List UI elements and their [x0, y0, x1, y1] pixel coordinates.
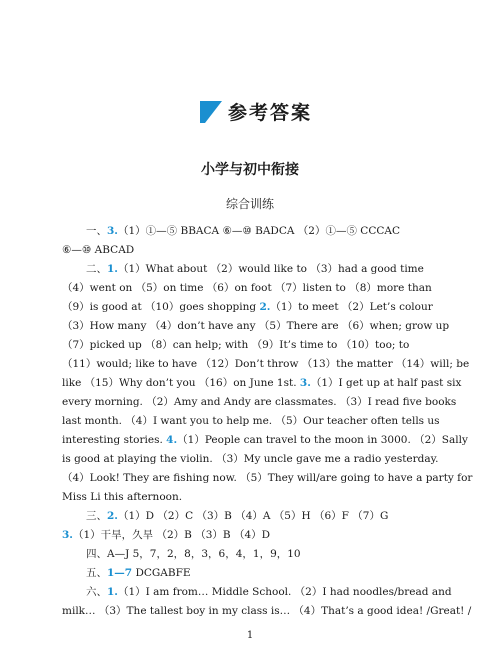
page-title: 参考答案 [228, 102, 313, 124]
answer-line [62, 222, 440, 241]
answer-text: is good at playing the violin. （3）My uncle gave me a radio yesterday. [62, 453, 439, 465]
answer-line [62, 526, 440, 545]
answer-text: （7）picked up （8）can help; with （9）It’s time to （10）too; to [62, 339, 410, 351]
answer-text: （1）I get up at half past six [310, 377, 462, 389]
answer-line [62, 393, 457, 412]
answer-text: 一、 [86, 225, 107, 237]
question-number: 3. [107, 225, 118, 237]
answer-line [62, 507, 440, 526]
question-number: 2. [259, 301, 271, 313]
answer-line [62, 602, 472, 621]
answer-text: interesting stories. [62, 434, 167, 446]
answer-line [62, 469, 473, 488]
answer-text: 四、A—J 5，7，2，8，3，6，4，1，9，10 [86, 548, 301, 560]
question-number: 3. [62, 529, 73, 541]
blue-flag-icon [200, 101, 222, 123]
answer-line [62, 450, 440, 469]
answer-text: last month. （4）I want you to help me. （5）Our teacher often tells us [62, 415, 440, 427]
answer-line [62, 317, 450, 336]
answer-header [200, 98, 312, 125]
answer-text: 六、 [86, 586, 107, 598]
answer-body [62, 222, 473, 621]
answer-text: （1）①—⑤ BBACA ⑥—⑩ BADCA （2）①—⑤ CCCAC [117, 225, 401, 237]
section-subtitle: 综合训练 [225, 197, 274, 211]
answer-line [62, 374, 462, 393]
answer-line [62, 260, 440, 279]
page-number: 1 [246, 630, 254, 641]
answer-line [62, 298, 440, 317]
answer-text: 三、 [86, 510, 107, 522]
answer-text: every morning. （2）Amy and Andy are classmates. （3）I read five books [62, 396, 457, 408]
answer-text: （11）would; like to have （12）Don’t throw （13）the matter （14）will; be [62, 358, 470, 370]
answer-line [62, 355, 470, 374]
answer-line [62, 545, 440, 564]
answer-line [62, 279, 440, 298]
answer-text: 五、 [86, 567, 107, 579]
answer-text: DCGABFE [132, 567, 191, 579]
answer-line [62, 241, 440, 260]
answer-text: （1）干旱，久旱 （2）B （3）B （4）D [72, 529, 271, 541]
answer-text: Miss Li this afternoon. [62, 491, 183, 503]
answer-text: （1）to meet （2）Let’s colour [270, 301, 433, 313]
answer-line [62, 488, 440, 507]
answer-text: like （15）Why don’t you （16）on June 1st. [62, 377, 300, 389]
answer-text: milk… （3）The tallest boy in my class is… （4）That’s a good idea! /Great! / [62, 605, 472, 617]
answer-text: （4）went on （5）on time （6）on foot （7）listen to （8）more than [62, 282, 432, 294]
answer-line [62, 564, 440, 583]
answer-text: （1）What about （2）would like to （3）had a good time [117, 263, 424, 275]
answer-text: 二、 [86, 263, 107, 275]
answer-text: （1）People can travel to the moon in 3000. （2）Sally [177, 434, 468, 446]
answer-text: （9）is good at （10）goes shopping [62, 301, 260, 313]
answer-text: （1）I am from… Middle School. （2）I had noodles/bread and [117, 586, 452, 598]
question-number: 4. [166, 434, 178, 446]
answer-text: （1）D （2）C （3）B （4）A （5）H （6）F （7）G [117, 510, 389, 522]
question-number: 1. [107, 586, 118, 598]
answer-text: （3）How many （4）don’t have any （5）There are （6）when; grow up [62, 320, 450, 332]
question-number: 2. [107, 510, 118, 522]
question-number: 1. [107, 263, 118, 275]
answer-line [62, 583, 452, 602]
answer-line [62, 412, 440, 431]
answer-line [62, 336, 440, 355]
answer-text: （4）Look! They are fishing now. （5）They will/are going to have a party for [62, 472, 473, 484]
answer-line [62, 431, 468, 450]
section-title: 小学与初中衔接 [201, 162, 299, 178]
answer-text: ⑥—⑩ ABCAD [62, 244, 135, 256]
question-number: 1—7 [107, 567, 133, 579]
question-number: 3. [299, 377, 311, 389]
